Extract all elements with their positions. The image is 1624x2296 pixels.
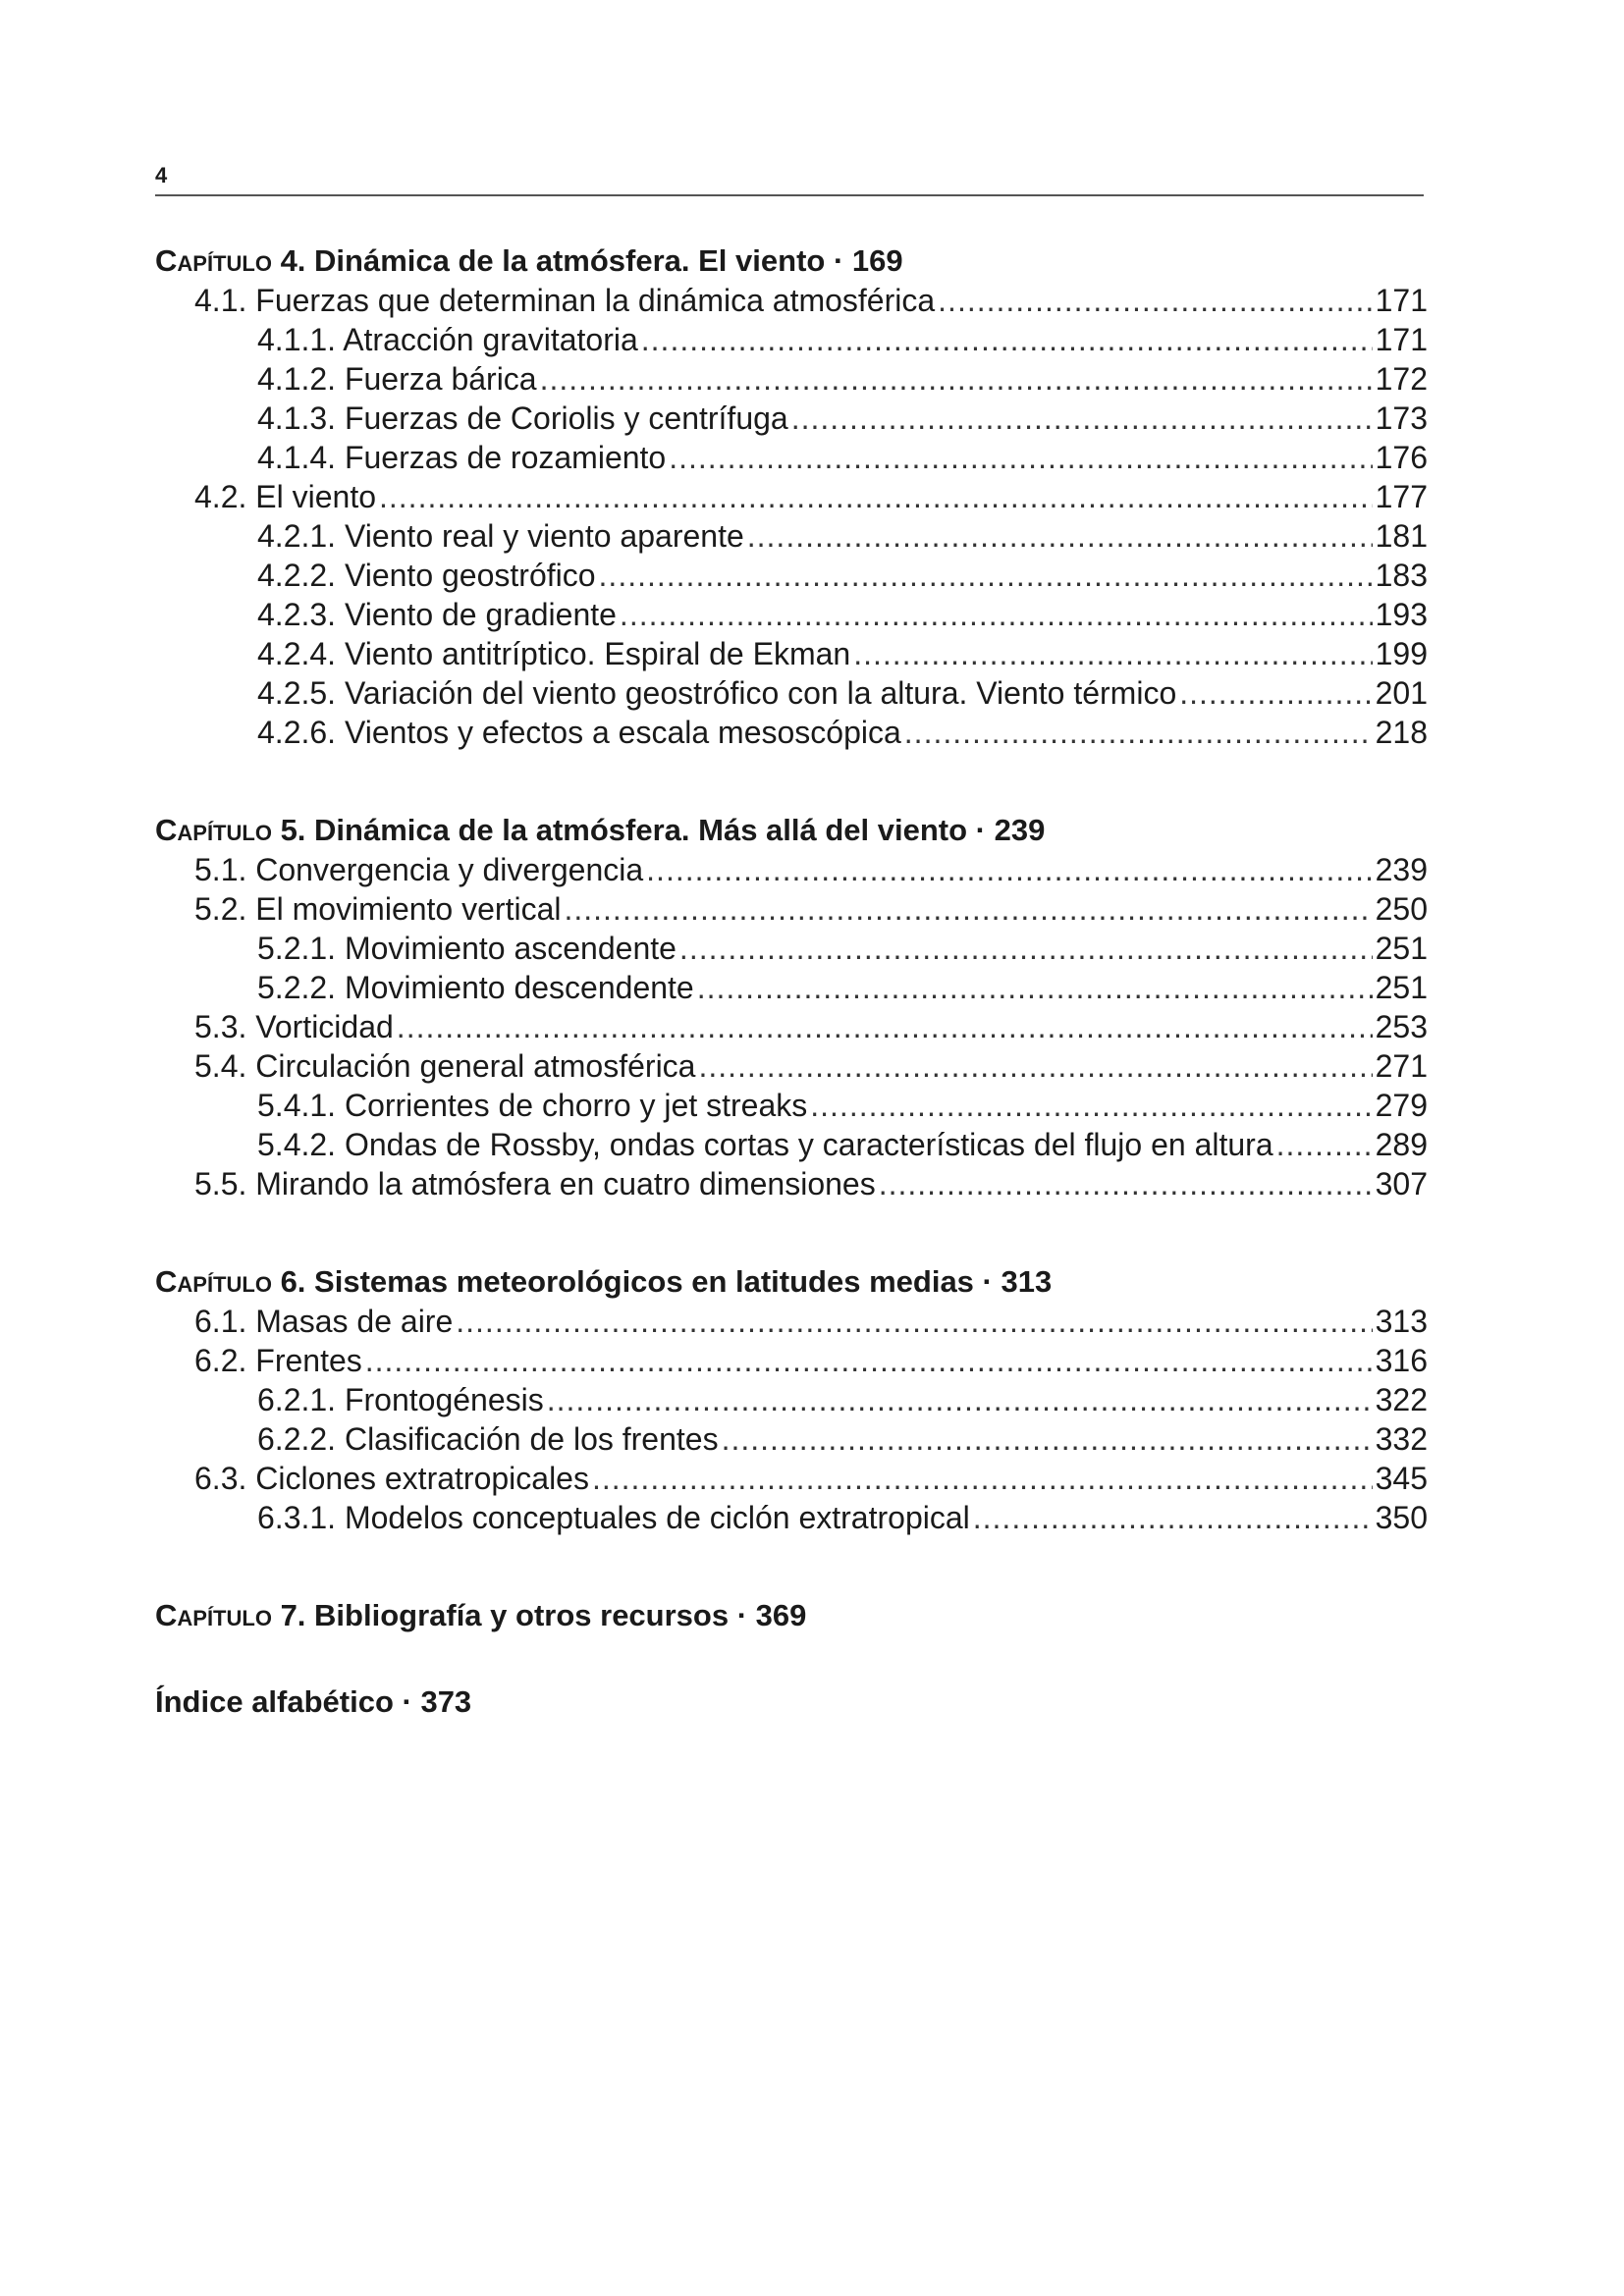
toc-entry-page: 279 — [1375, 1088, 1428, 1123]
toc-entry[interactable] — [155, 1125, 1428, 1164]
toc-entry-label: 4.2.2. Viento geostrófico — [257, 558, 596, 593]
toc-entry-label: 5.4.2. Ondas de Rossby, ondas cortas y características del flujo en altura — [257, 1127, 1273, 1162]
toc-entry-label: 4.2.4. Viento antitríptico. Espiral de Ekman — [257, 636, 851, 671]
toc-entry-page: 350 — [1375, 1500, 1428, 1535]
toc-entry[interactable] — [155, 1302, 1428, 1341]
toc-entry-label: 5.1. Convergencia y divergencia — [194, 852, 644, 887]
dot-leader — [646, 850, 1372, 889]
header-rule — [155, 194, 1424, 196]
toc-entry-page: 218 — [1375, 715, 1428, 750]
toc-entry-page: 250 — [1375, 891, 1428, 927]
toc-entry-page: 199 — [1375, 636, 1428, 671]
toc-entry-label: 4.1.2. Fuerza bárica — [257, 361, 537, 397]
toc-entry[interactable] — [155, 281, 1428, 320]
toc-entry-page: 271 — [1375, 1048, 1428, 1084]
dot-leader — [973, 1498, 1373, 1537]
toc-entry[interactable] — [155, 1007, 1428, 1046]
toc-entry[interactable] — [155, 477, 1428, 516]
toc-entry[interactable] — [155, 673, 1428, 713]
dot-leader — [791, 399, 1373, 438]
toc-entry[interactable] — [155, 850, 1428, 889]
toc-entry[interactable] — [155, 320, 1428, 359]
dot-leader — [456, 1302, 1372, 1341]
toc-entry-page: 177 — [1375, 479, 1428, 514]
dot-leader — [564, 889, 1372, 929]
index-heading[interactable]: Índice alfabético · 373 — [155, 1684, 472, 1719]
toc-entry[interactable] — [155, 1419, 1428, 1459]
toc-entry-label: 5.2. El movimiento vertical — [194, 891, 562, 927]
toc-entry[interactable] — [155, 1459, 1428, 1498]
toc-entry-page: 239 — [1375, 852, 1428, 887]
toc-entry-page: 313 — [1375, 1304, 1428, 1339]
toc-entry-page: 176 — [1375, 440, 1428, 475]
toc-entry-label: 5.5. Mirando la atmósfera en cuatro dimensiones — [194, 1166, 876, 1201]
toc-entry-label: 6.1. Masas de aire — [194, 1304, 454, 1339]
toc-entry[interactable] — [155, 1086, 1428, 1125]
toc-entry-page: 345 — [1375, 1461, 1428, 1496]
toc-entry[interactable] — [155, 438, 1428, 477]
toc-entry-page: 322 — [1375, 1382, 1428, 1417]
chapter-heading[interactable] — [155, 1262, 1428, 1302]
dot-leader — [1179, 673, 1372, 713]
chapter-prefix: Capítulo — [155, 1598, 272, 1632]
toc-entry-page: 307 — [1375, 1166, 1428, 1201]
toc-entry-page: 193 — [1375, 597, 1428, 632]
dot-leader — [722, 1419, 1373, 1459]
chapter-title: 5. Dinámica de la atmósfera. Más allá del viento · 239 — [271, 813, 1046, 847]
toc-entry-page: 173 — [1375, 400, 1428, 436]
dot-leader — [904, 713, 1373, 752]
toc-entry-label: 5.4. Circulación general atmosférica — [194, 1048, 696, 1084]
dot-leader — [641, 320, 1373, 359]
dot-leader — [698, 1046, 1372, 1086]
dot-leader — [365, 1341, 1373, 1380]
dot-leader — [853, 634, 1372, 673]
toc-entry-page: 251 — [1375, 970, 1428, 1005]
toc-entry-label: 4.1.4. Fuerzas de rozamiento — [257, 440, 667, 475]
dot-leader — [540, 359, 1373, 399]
chapter-heading[interactable] — [155, 241, 1428, 281]
toc-entry-label: 5.2.2. Movimiento descendente — [257, 970, 694, 1005]
toc-entry-page: 289 — [1375, 1127, 1428, 1162]
chapter-prefix: Capítulo — [155, 1264, 272, 1299]
toc-entry-page: 183 — [1375, 558, 1428, 593]
toc-entry[interactable] — [155, 516, 1428, 556]
toc-entry[interactable] — [155, 359, 1428, 399]
toc-entry-page: 253 — [1375, 1009, 1428, 1044]
toc-entry-label: 6.2.1. Frontogénesis — [257, 1382, 544, 1417]
dot-leader — [592, 1459, 1373, 1498]
chapter-heading[interactable] — [155, 811, 1428, 850]
dot-leader — [879, 1164, 1373, 1203]
dot-leader — [697, 968, 1373, 1007]
toc-entry-label: 6.3.1. Modelos conceptuales de ciclón extratropical — [257, 1500, 970, 1535]
toc-entry-label: 4.2.5. Variación del viento geostrófico con la altura. Viento térmico — [257, 675, 1177, 711]
page-number: 4 — [155, 163, 168, 187]
dot-leader — [397, 1007, 1373, 1046]
toc-entry[interactable] — [155, 1341, 1428, 1380]
toc-entry[interactable] — [155, 929, 1428, 968]
toc-entry-page: 332 — [1375, 1421, 1428, 1457]
toc-entry-label: 4.2.1. Viento real y viento aparente — [257, 518, 744, 554]
toc-entry-label: 6.2. Frentes — [194, 1343, 362, 1378]
toc-entry[interactable] — [155, 968, 1428, 1007]
toc-entry-label: 4.1. Fuerzas que determinan la dinámica atmosférica — [194, 283, 936, 318]
chapter-title: 4. Dinámica de la atmósfera. El viento · 169 — [271, 243, 903, 278]
table-of-contents — [155, 241, 1428, 1781]
dot-leader — [679, 929, 1373, 968]
toc-entry-label: 4.1.1. Atracción gravitatoria — [257, 322, 638, 357]
dot-leader — [938, 281, 1372, 320]
chapter-prefix: Capítulo — [155, 813, 272, 847]
dot-leader — [620, 595, 1373, 634]
dot-leader — [810, 1086, 1372, 1125]
chapter-5-section — [155, 811, 1428, 1203]
toc-entry-label: 4.2.6. Vientos y efectos a escala mesoscópica — [257, 715, 901, 750]
chapter-title: 7. Bibliografía y otros recursos · 369 — [271, 1598, 807, 1632]
index-section — [155, 1682, 1428, 1722]
chapter-heading[interactable] — [155, 1596, 1428, 1635]
chapter-prefix: Capítulo — [155, 243, 272, 278]
toc-entry-label: 6.2.2. Clasificación de los frentes — [257, 1421, 719, 1457]
toc-entry[interactable] — [155, 399, 1428, 438]
toc-entry[interactable] — [155, 634, 1428, 673]
toc-entry-page: 172 — [1375, 361, 1428, 397]
chapter-4-section — [155, 241, 1428, 752]
toc-entry-label: 4.2.3. Viento de gradiente — [257, 597, 617, 632]
toc-entry-label: 6.3. Ciclones extratropicales — [194, 1461, 589, 1496]
chapter-title: 6. Sistemas meteorológicos en latitudes medias · 313 — [271, 1264, 1053, 1299]
toc-entry[interactable] — [155, 556, 1428, 595]
toc-entry-page: 181 — [1375, 518, 1428, 554]
dot-leader — [599, 556, 1373, 595]
toc-entry[interactable] — [155, 595, 1428, 634]
dot-leader — [1276, 1125, 1373, 1164]
dot-leader — [547, 1380, 1373, 1419]
toc-entry-label: 5.2.1. Movimiento ascendente — [257, 931, 677, 966]
toc-entry-label: 5.4.1. Corrientes de chorro y jet streaks — [257, 1088, 808, 1123]
toc-entry-page: 201 — [1375, 675, 1428, 711]
toc-entry-page: 251 — [1375, 931, 1428, 966]
toc-entry[interactable] — [155, 1498, 1428, 1537]
toc-entry[interactable] — [155, 889, 1428, 929]
dot-leader — [747, 516, 1373, 556]
dot-leader — [379, 477, 1373, 516]
toc-entry[interactable] — [155, 1046, 1428, 1086]
chapter-7-section — [155, 1596, 1428, 1635]
toc-entry-label: 5.3. Vorticidad — [194, 1009, 394, 1044]
dot-leader — [669, 438, 1372, 477]
toc-entry-page: 316 — [1375, 1343, 1428, 1378]
chapter-6-section — [155, 1262, 1428, 1537]
toc-entry[interactable] — [155, 1164, 1428, 1203]
toc-entry[interactable] — [155, 713, 1428, 752]
toc-entry-page: 171 — [1375, 322, 1428, 357]
toc-entry-label: 4.2. El viento — [194, 479, 376, 514]
toc-entry-label: 4.1.3. Fuerzas de Coriolis y centrífuga — [257, 400, 788, 436]
toc-entry[interactable] — [155, 1380, 1428, 1419]
toc-entry-page: 171 — [1375, 283, 1428, 318]
